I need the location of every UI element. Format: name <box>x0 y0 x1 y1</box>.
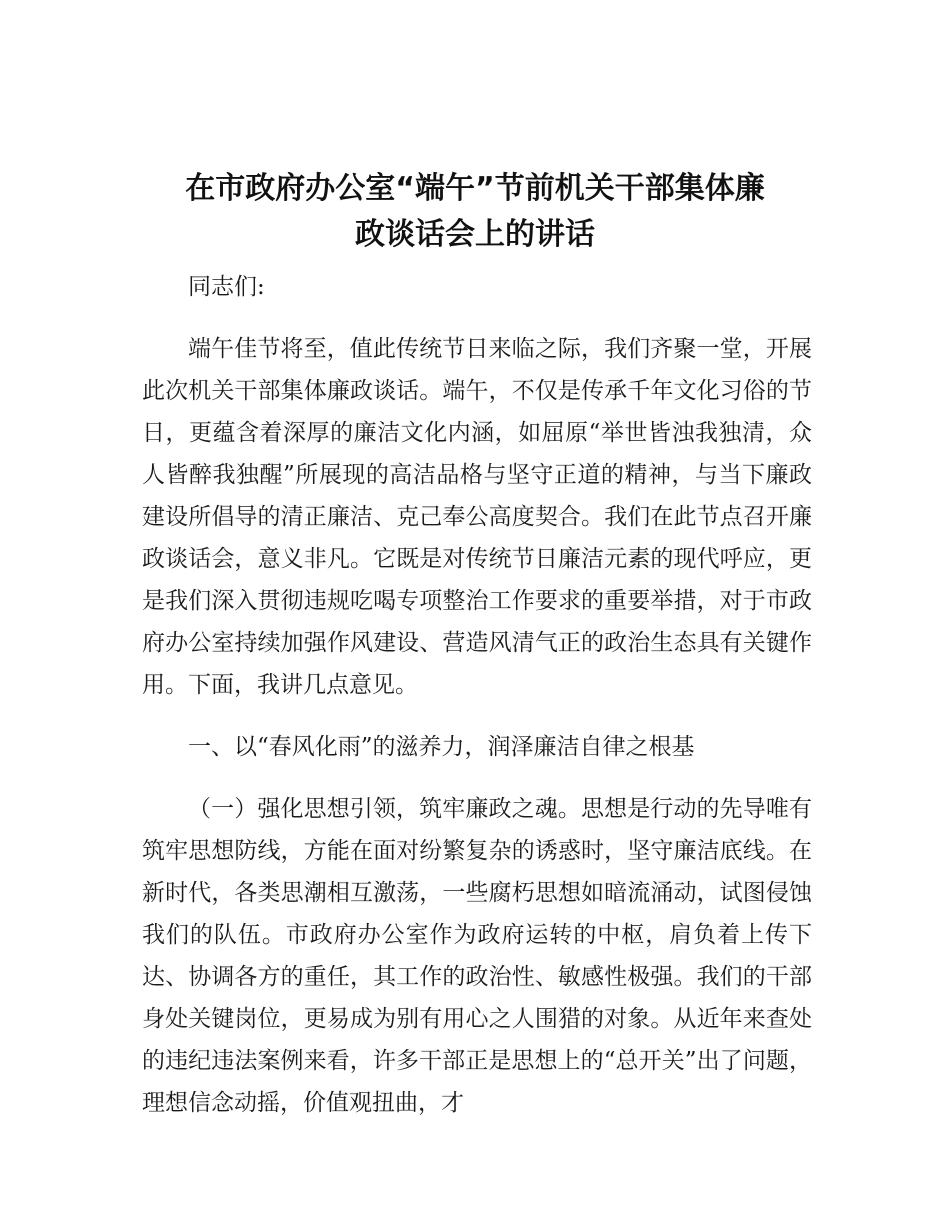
paragraph-subsection-1: （一）强化思想引领，筑牢廉政之魂。思想是行动的先导唯有筑牢思想防线，方能在面对纷繁复杂的诱惑时，坚守廉洁底线。在新时代，各类思潮相互激荡，一些腐朽思想如暗流涌动，试图侵蚀我们的队伍。市政府办公室作为政府运转的中枢，肩负着上传下达、协调各方的重任，其工作的政治性、敏感性极强。我们的干部身处关键岗位，更易成为别有用心之人围猎的对象。从近年来查处的违纪违法案例来看，许多干部正是思想上的“总开关”出了问题，理想信念动摇，价值观扭曲，才 <box>142 796 812 1116</box>
title-line-1: 在市政府办公室“端午”节前机关干部集体廉 <box>185 171 765 206</box>
title-line-2: 政谈话会上的讲话 <box>355 217 595 252</box>
document-body <box>142 266 812 1144</box>
document-title <box>140 166 810 258</box>
salutation: 同志们: <box>188 274 265 300</box>
section-heading-1: 一、以“春风化雨”的滋养力，润泽廉洁自律之根基 <box>188 734 695 760</box>
paragraph-intro: 端午佳节将至，值此传统节日来临之际，我们齐聚一堂，开展此次机关干部集体廉政谈话。端午，不仅是传承千年文化习俗的节日，更蕴含着深厚的廉洁文化内涵，如屈原“举世皆浊我独清，众人皆醉我独醒”所展现的高洁品格与坚守正道的精神，与当下廉政建设所倡导的清正廉洁、克己奉公高度契合。我们在此节点召开廉政谈话会，意义非凡。它既是对传统节日廉洁元素的现代呼应，更是我们深入贯彻违规吃喝专项整治工作要求的重要举措，对于市政府办公室持续加强作风建设、营造风清气正的政治生态具有关键作用。下面，我讲几点意见。 <box>142 336 812 698</box>
